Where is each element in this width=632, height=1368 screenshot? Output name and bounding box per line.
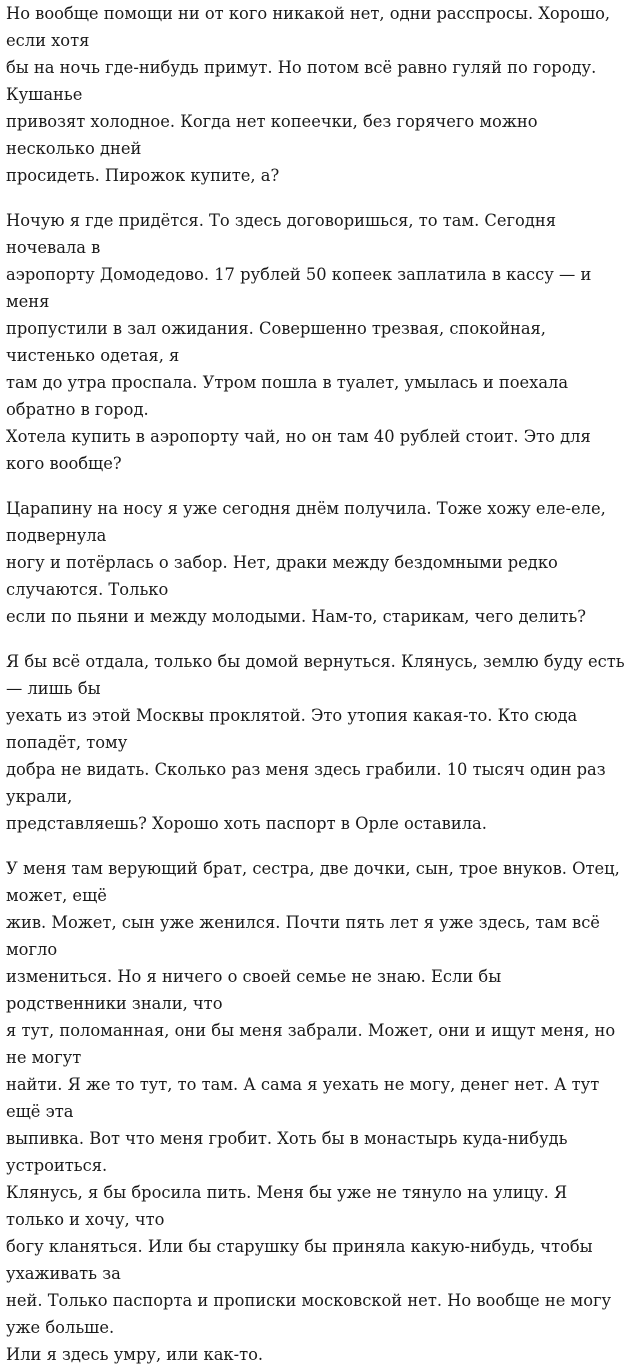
paragraph-1: Но вообще помощи ни от кого никакой нет, одни расспросы. Хорошо, если хотя бы на ночь где-нибудь примут. Но потом всё равно гуляй по городу. Кушанье привозят холодное. Когда нет копеечки, без горячего можно несколько дней просидеть. Пирожок купите, а?: [6, 4, 611, 185]
paragraph-5: У меня там верующий брат, сестра, две дочки, сын, трое внуков. Отец, может, ещё жив. Может, сын уже женился. Почти пять лет я уже здесь, там всё могло измениться. Но я ничего о своей семье не знаю. Если бы родственники знали, что я тут, поломанная, они бы меня забрали. Может, они и ищут меня, но не могут найти. Я же то тут, то там. А сама я уехать не могу, денег нет. А тут ещё эта выпивка. Вот что меня гробит. Хоть бы в монастырь куда-нибудь устроиться. Клянусь, я бы бросила пить. Меня бы уже не тянуло на улицу. Я только и хочу, что богу кланяться. Или бы старушку бы приняла какую-нибудь, чтобы ухаживать за ней. Только паспорта и прописки московской нет. Но вообще не могу уже больше. Или я здесь умру, или как-то.: [6, 859, 620, 1364]
paragraph-2: Ночую я где придётся. То здесь договоришься, то там. Сегодня ночевала в аэропорту Домодедово. 17 рублей 50 копеек заплатила в кассу — и меня пропустили в зал ожидания. Совершенно трезвая, спокойная, чистенько одетая, я там до утра проспала. Утром пошла в туалет, умылась и поехала обратно в город. Хотела купить в аэропорту чай, но он там 40 рублей стоит. Это для кого вообще?: [6, 211, 592, 473]
paragraph-4: Я бы всё отдала, только бы домой вернуться. Клянусь, землю буду есть — лишь бы уехать из этой Москвы проклятой. Это утопия какая-то. Кто сюда попадёт, тому добра не видать. Сколько раз меня здесь грабили. 10 тысяч один раз украли, представляешь? Хорошо хоть паспорт в Орле оставила.: [6, 652, 625, 833]
paragraph-3: Царапину на носу я уже сегодня днём получила. Тоже хожу еле-еле, подвернула ногу и потёрлась о забор. Нет, драки между бездомными редко случаются. Только если по пьяни и между молодыми. Нам-то, старикам, чего делить?: [6, 499, 606, 626]
